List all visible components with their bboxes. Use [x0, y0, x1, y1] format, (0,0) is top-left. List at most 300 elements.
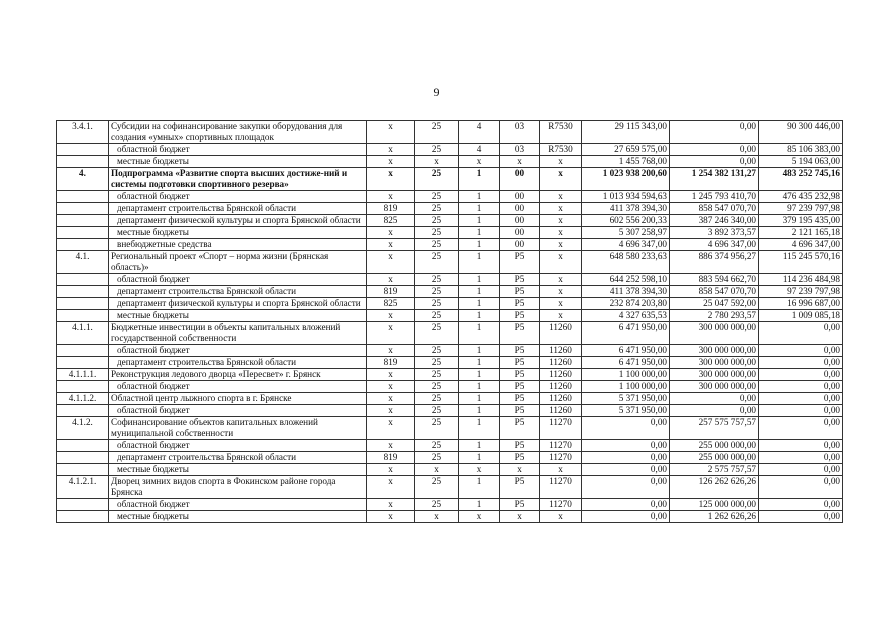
- cell-number: [57, 191, 109, 203]
- cell-code-2: 1: [459, 286, 500, 298]
- cell-code-2: 1: [459, 310, 500, 322]
- cell-grbs: х: [367, 322, 415, 345]
- cell-amount-1: 6 471 950,00: [582, 345, 670, 357]
- cell-amount-1: 0,00: [582, 440, 670, 452]
- cell-code-3: Р5: [500, 298, 540, 310]
- cell-grbs: х: [367, 393, 415, 405]
- cell-number: 4.1.: [57, 251, 109, 274]
- cell-amount-2: 300 000 000,00: [670, 322, 759, 345]
- cell-amount-2: 0,00: [670, 121, 759, 144]
- cell-code-3: Р5: [500, 405, 540, 417]
- cell-code-2: 1: [459, 239, 500, 251]
- cell-amount-2: 858 547 070,70: [670, 286, 759, 298]
- cell-code-4: х: [540, 191, 582, 203]
- cell-amount-2: 0,00: [670, 393, 759, 405]
- cell-code-3: Р5: [500, 286, 540, 298]
- cell-amount-3: 0,00: [759, 345, 843, 357]
- cell-code-4: R7530: [540, 121, 582, 144]
- cell-code-2: 1: [459, 203, 500, 215]
- cell-amount-3: 0,00: [759, 511, 843, 523]
- cell-code-3: Р5: [500, 345, 540, 357]
- cell-name: Подпрограмма «Развитие спорта высших достиже-ний и системы подготовки спортивного резерва»: [109, 168, 367, 191]
- cell-name: Региональный проект «Спорт – норма жизни (Брянская область)»: [109, 251, 367, 274]
- cell-code-3: 00: [500, 239, 540, 251]
- cell-amount-3: 0,00: [759, 452, 843, 464]
- cell-amount-1: 1 013 934 594,63: [582, 191, 670, 203]
- cell-name: департамент физической культуры и спорта Брянской области: [109, 215, 367, 227]
- cell-number: 4.1.1.: [57, 322, 109, 345]
- cell-name: областной бюджет: [109, 405, 367, 417]
- cell-name: Реконструкция ледового дворца «Пересвет» г. Брянск: [109, 369, 367, 381]
- cell-code-2: 1: [459, 357, 500, 369]
- cell-code-1: 25: [415, 144, 459, 156]
- cell-code-1: 25: [415, 191, 459, 203]
- cell-code-3: 00: [500, 215, 540, 227]
- cell-code-4: х: [540, 227, 582, 239]
- cell-amount-3: 1 009 085,18: [759, 310, 843, 322]
- cell-code-2: 1: [459, 322, 500, 345]
- cell-amount-1: 1 455 768,00: [582, 156, 670, 168]
- cell-amount-1: 1 100 000,00: [582, 381, 670, 393]
- cell-amount-3: 0,00: [759, 357, 843, 369]
- cell-name: областной бюджет: [109, 499, 367, 511]
- table-row: [57, 215, 843, 227]
- cell-grbs: х: [367, 440, 415, 452]
- cell-amount-1: 5 371 950,00: [582, 393, 670, 405]
- cell-amount-3: 97 239 797,98: [759, 203, 843, 215]
- cell-code-4: х: [540, 156, 582, 168]
- cell-code-1: 25: [415, 215, 459, 227]
- cell-code-3: Р5: [500, 476, 540, 499]
- cell-code-3: Р5: [500, 381, 540, 393]
- cell-number: 4.1.2.: [57, 417, 109, 440]
- cell-number: [57, 511, 109, 523]
- cell-amount-2: 0,00: [670, 156, 759, 168]
- cell-amount-1: 411 378 394,30: [582, 203, 670, 215]
- cell-amount-3: 115 245 570,16: [759, 251, 843, 274]
- cell-grbs: х: [367, 511, 415, 523]
- cell-code-2: х: [459, 464, 500, 476]
- cell-amount-3: 0,00: [759, 440, 843, 452]
- cell-amount-1: 6 471 950,00: [582, 357, 670, 369]
- cell-amount-1: 232 874 203,80: [582, 298, 670, 310]
- cell-code-2: х: [459, 511, 500, 523]
- cell-code-4: х: [540, 168, 582, 191]
- cell-code-2: 1: [459, 345, 500, 357]
- cell-grbs: х: [367, 345, 415, 357]
- cell-amount-2: 0,00: [670, 405, 759, 417]
- cell-number: 4.: [57, 168, 109, 191]
- cell-grbs: х: [367, 381, 415, 393]
- cell-code-1: 25: [415, 357, 459, 369]
- table-row: [57, 369, 843, 381]
- cell-code-3: Р5: [500, 452, 540, 464]
- cell-grbs: х: [367, 274, 415, 286]
- cell-grbs: х: [367, 121, 415, 144]
- cell-code-2: 1: [459, 440, 500, 452]
- cell-code-3: Р5: [500, 310, 540, 322]
- cell-amount-3: 85 106 383,00: [759, 144, 843, 156]
- cell-number: [57, 227, 109, 239]
- cell-name: департамент строительства Брянской области: [109, 286, 367, 298]
- cell-amount-3: 97 239 797,98: [759, 286, 843, 298]
- table-row: [57, 464, 843, 476]
- cell-number: [57, 286, 109, 298]
- cell-code-2: 1: [459, 191, 500, 203]
- cell-code-4: R7530: [540, 144, 582, 156]
- cell-grbs: 819: [367, 203, 415, 215]
- cell-code-1: 25: [415, 417, 459, 440]
- table-row: [57, 440, 843, 452]
- cell-code-1: 25: [415, 239, 459, 251]
- cell-code-4: 11270: [540, 417, 582, 440]
- cell-code-2: 1: [459, 499, 500, 511]
- cell-name: областной бюджет: [109, 191, 367, 203]
- cell-amount-1: 5 371 950,00: [582, 405, 670, 417]
- cell-code-2: 4: [459, 144, 500, 156]
- cell-amount-1: 4 696 347,00: [582, 239, 670, 251]
- cell-code-1: 25: [415, 286, 459, 298]
- cell-code-3: 00: [500, 168, 540, 191]
- cell-code-3: Р5: [500, 322, 540, 345]
- cell-amount-3: 0,00: [759, 405, 843, 417]
- cell-code-1: 25: [415, 476, 459, 499]
- cell-number: [57, 274, 109, 286]
- cell-code-2: 1: [459, 452, 500, 464]
- cell-code-2: 1: [459, 393, 500, 405]
- cell-code-4: х: [540, 203, 582, 215]
- cell-amount-2: 0,00: [670, 144, 759, 156]
- table-body: [57, 121, 843, 523]
- page-number: 9: [433, 85, 440, 99]
- cell-name: областной бюджет: [109, 345, 367, 357]
- cell-amount-2: 2 780 293,57: [670, 310, 759, 322]
- cell-grbs: х: [367, 156, 415, 168]
- cell-number: [57, 239, 109, 251]
- cell-name: местные бюджеты: [109, 310, 367, 322]
- cell-code-3: Р5: [500, 274, 540, 286]
- cell-amount-3: 476 435 232,98: [759, 191, 843, 203]
- cell-number: [57, 310, 109, 322]
- cell-amount-1: 644 252 598,10: [582, 274, 670, 286]
- cell-code-4: х: [540, 251, 582, 274]
- cell-grbs: х: [367, 417, 415, 440]
- cell-number: [57, 144, 109, 156]
- cell-code-3: 03: [500, 121, 540, 144]
- cell-amount-2: 886 374 956,27: [670, 251, 759, 274]
- cell-code-2: 1: [459, 298, 500, 310]
- cell-amount-1: 602 556 200,33: [582, 215, 670, 227]
- table-row: [57, 298, 843, 310]
- cell-amount-3: 0,00: [759, 322, 843, 345]
- cell-amount-1: 29 115 343,00: [582, 121, 670, 144]
- cell-grbs: х: [367, 405, 415, 417]
- cell-amount-2: 255 000 000,00: [670, 452, 759, 464]
- cell-grbs: х: [367, 239, 415, 251]
- cell-code-2: 1: [459, 381, 500, 393]
- cell-grbs: х: [367, 369, 415, 381]
- cell-amount-3: 114 236 484,98: [759, 274, 843, 286]
- cell-code-4: 11260: [540, 357, 582, 369]
- cell-amount-3: 379 195 435,00: [759, 215, 843, 227]
- cell-code-2: 1: [459, 251, 500, 274]
- cell-amount-1: 0,00: [582, 464, 670, 476]
- cell-code-2: 1: [459, 405, 500, 417]
- cell-amount-2: 858 547 070,70: [670, 203, 759, 215]
- cell-amount-1: 411 378 394,30: [582, 286, 670, 298]
- cell-grbs: х: [367, 191, 415, 203]
- cell-amount-1: 0,00: [582, 511, 670, 523]
- cell-code-3: 00: [500, 191, 540, 203]
- cell-name: департамент строительства Брянской области: [109, 452, 367, 464]
- cell-code-4: х: [540, 511, 582, 523]
- cell-code-4: 11260: [540, 381, 582, 393]
- cell-code-4: 11270: [540, 499, 582, 511]
- table-row: [57, 511, 843, 523]
- table-row: [57, 144, 843, 156]
- cell-code-1: х: [415, 464, 459, 476]
- cell-name: местные бюджеты: [109, 156, 367, 168]
- cell-number: 4.1.1.1.: [57, 369, 109, 381]
- table-row: [57, 452, 843, 464]
- cell-code-3: х: [500, 511, 540, 523]
- budget-table: [56, 120, 843, 523]
- cell-grbs: 819: [367, 286, 415, 298]
- cell-number: [57, 357, 109, 369]
- cell-code-2: 1: [459, 417, 500, 440]
- cell-code-1: 25: [415, 381, 459, 393]
- cell-amount-3: 5 194 063,00: [759, 156, 843, 168]
- cell-number: 3.4.1.: [57, 121, 109, 144]
- table-row: [57, 203, 843, 215]
- cell-amount-2: 1 254 382 131,27: [670, 168, 759, 191]
- cell-amount-1: 6 471 950,00: [582, 322, 670, 345]
- cell-amount-2: 1 245 793 410,70: [670, 191, 759, 203]
- cell-code-3: Р5: [500, 499, 540, 511]
- cell-name: областной бюджет: [109, 440, 367, 452]
- cell-amount-1: 0,00: [582, 452, 670, 464]
- cell-number: 4.1.2.1.: [57, 476, 109, 499]
- cell-amount-1: 648 580 233,63: [582, 251, 670, 274]
- cell-amount-1: 1 023 938 200,60: [582, 168, 670, 191]
- cell-code-3: Р5: [500, 440, 540, 452]
- table-row: [57, 476, 843, 499]
- cell-code-4: х: [540, 298, 582, 310]
- cell-code-2: 1: [459, 274, 500, 286]
- cell-number: [57, 345, 109, 357]
- cell-code-2: 1: [459, 476, 500, 499]
- cell-name: местные бюджеты: [109, 511, 367, 523]
- cell-code-1: 25: [415, 121, 459, 144]
- cell-code-1: х: [415, 156, 459, 168]
- cell-amount-2: 300 000 000,00: [670, 357, 759, 369]
- cell-amount-3: 0,00: [759, 369, 843, 381]
- table-row: [57, 191, 843, 203]
- cell-amount-3: 0,00: [759, 381, 843, 393]
- cell-code-1: 25: [415, 499, 459, 511]
- cell-code-3: Р5: [500, 417, 540, 440]
- cell-code-3: Р5: [500, 357, 540, 369]
- cell-code-4: х: [540, 215, 582, 227]
- cell-amount-1: 0,00: [582, 476, 670, 499]
- cell-amount-3: 90 300 446,00: [759, 121, 843, 144]
- cell-grbs: 825: [367, 215, 415, 227]
- cell-number: [57, 452, 109, 464]
- cell-amount-2: 2 575 757,57: [670, 464, 759, 476]
- cell-code-4: х: [540, 274, 582, 286]
- cell-amount-3: 0,00: [759, 499, 843, 511]
- cell-code-4: 11260: [540, 393, 582, 405]
- table-row: [57, 310, 843, 322]
- cell-name: местные бюджеты: [109, 464, 367, 476]
- cell-amount-1: 5 307 258,97: [582, 227, 670, 239]
- cell-name: Областной центр лыжного спорта в г. Брянске: [109, 393, 367, 405]
- cell-grbs: х: [367, 227, 415, 239]
- cell-name: Бюджетные инвестиции в объекты капитальных вложений государственной собственности: [109, 322, 367, 345]
- table-row: [57, 227, 843, 239]
- cell-number: [57, 298, 109, 310]
- cell-grbs: х: [367, 310, 415, 322]
- cell-code-1: х: [415, 511, 459, 523]
- cell-amount-2: 3 892 373,57: [670, 227, 759, 239]
- cell-code-1: 25: [415, 298, 459, 310]
- cell-code-3: 00: [500, 203, 540, 215]
- table-row: [57, 381, 843, 393]
- cell-code-4: 11260: [540, 322, 582, 345]
- cell-code-4: 11260: [540, 369, 582, 381]
- cell-amount-1: 27 659 575,00: [582, 144, 670, 156]
- cell-number: [57, 381, 109, 393]
- cell-code-2: х: [459, 156, 500, 168]
- cell-number: [57, 405, 109, 417]
- table-row: [57, 417, 843, 440]
- cell-code-4: х: [540, 286, 582, 298]
- cell-name: областной бюджет: [109, 381, 367, 393]
- cell-number: [57, 215, 109, 227]
- cell-code-1: 25: [415, 345, 459, 357]
- cell-grbs: х: [367, 144, 415, 156]
- cell-code-1: 25: [415, 369, 459, 381]
- cell-code-2: 4: [459, 121, 500, 144]
- cell-grbs: х: [367, 464, 415, 476]
- table-row: [57, 168, 843, 191]
- cell-amount-2: 125 000 000,00: [670, 499, 759, 511]
- cell-number: [57, 203, 109, 215]
- cell-code-1: 25: [415, 203, 459, 215]
- cell-code-1: 25: [415, 322, 459, 345]
- cell-amount-2: 255 000 000,00: [670, 440, 759, 452]
- table-row: [57, 251, 843, 274]
- cell-code-1: 25: [415, 405, 459, 417]
- cell-code-1: 25: [415, 251, 459, 274]
- cell-amount-2: 300 000 000,00: [670, 369, 759, 381]
- cell-code-3: Р5: [500, 393, 540, 405]
- cell-amount-2: 883 594 662,70: [670, 274, 759, 286]
- cell-amount-1: 0,00: [582, 417, 670, 440]
- cell-name: Софинансирование объектов капитальных вложений муниципальной собственности: [109, 417, 367, 440]
- cell-name: областной бюджет: [109, 274, 367, 286]
- cell-code-4: х: [540, 239, 582, 251]
- cell-grbs: х: [367, 251, 415, 274]
- cell-name: областной бюджет: [109, 144, 367, 156]
- cell-code-2: 1: [459, 227, 500, 239]
- table-row: [57, 239, 843, 251]
- cell-number: [57, 440, 109, 452]
- cell-code-3: х: [500, 156, 540, 168]
- cell-grbs: х: [367, 168, 415, 191]
- cell-amount-3: 0,00: [759, 417, 843, 440]
- cell-number: 4.1.1.2.: [57, 393, 109, 405]
- cell-code-1: 25: [415, 452, 459, 464]
- cell-grbs: х: [367, 476, 415, 499]
- cell-code-1: 25: [415, 227, 459, 239]
- cell-code-3: Р5: [500, 251, 540, 274]
- cell-amount-2: 126 262 626,26: [670, 476, 759, 499]
- table-row: [57, 345, 843, 357]
- cell-code-3: 00: [500, 227, 540, 239]
- cell-amount-2: 1 262 626,26: [670, 511, 759, 523]
- cell-grbs: 819: [367, 357, 415, 369]
- cell-name: внебюджетные средства: [109, 239, 367, 251]
- cell-code-4: 11270: [540, 476, 582, 499]
- cell-amount-3: 16 996 687,00: [759, 298, 843, 310]
- cell-number: [57, 156, 109, 168]
- cell-code-1: 25: [415, 440, 459, 452]
- cell-code-4: х: [540, 310, 582, 322]
- cell-name: департамент строительства Брянской области: [109, 203, 367, 215]
- cell-name: Субсидии на софинансирование закупки оборудования для создания «умных» спортивных площадок: [109, 121, 367, 144]
- cell-code-1: 25: [415, 393, 459, 405]
- cell-amount-2: 257 575 757,57: [670, 417, 759, 440]
- cell-grbs: 825: [367, 298, 415, 310]
- cell-amount-2: 300 000 000,00: [670, 381, 759, 393]
- cell-amount-2: 25 047 592,00: [670, 298, 759, 310]
- cell-amount-1: 1 100 000,00: [582, 369, 670, 381]
- cell-code-2: 1: [459, 369, 500, 381]
- cell-code-4: 11260: [540, 345, 582, 357]
- cell-code-4: 11270: [540, 440, 582, 452]
- cell-code-3: 03: [500, 144, 540, 156]
- cell-number: [57, 499, 109, 511]
- cell-amount-2: 300 000 000,00: [670, 345, 759, 357]
- table-row: [57, 121, 843, 144]
- cell-name: департамент физической культуры и спорта Брянской области: [109, 298, 367, 310]
- cell-code-4: 11270: [540, 452, 582, 464]
- cell-code-2: 1: [459, 215, 500, 227]
- table-row: [57, 393, 843, 405]
- cell-amount-3: 483 252 745,16: [759, 168, 843, 191]
- cell-code-3: Р5: [500, 369, 540, 381]
- cell-code-1: 25: [415, 274, 459, 286]
- cell-amount-1: 4 327 635,53: [582, 310, 670, 322]
- cell-code-2: 1: [459, 168, 500, 191]
- cell-amount-3: 0,00: [759, 476, 843, 499]
- cell-amount-3: 0,00: [759, 393, 843, 405]
- cell-amount-3: 2 121 165,18: [759, 227, 843, 239]
- cell-name: Дворец зимних видов спорта в Фокинском районе города Брянска: [109, 476, 367, 499]
- table-row: [57, 405, 843, 417]
- cell-amount-2: 4 696 347,00: [670, 239, 759, 251]
- cell-code-1: 25: [415, 168, 459, 191]
- cell-amount-1: 0,00: [582, 499, 670, 511]
- cell-code-3: х: [500, 464, 540, 476]
- table-row: [57, 357, 843, 369]
- cell-grbs: 819: [367, 452, 415, 464]
- cell-code-4: 11260: [540, 405, 582, 417]
- cell-number: [57, 464, 109, 476]
- table-row: [57, 322, 843, 345]
- table-row: [57, 499, 843, 511]
